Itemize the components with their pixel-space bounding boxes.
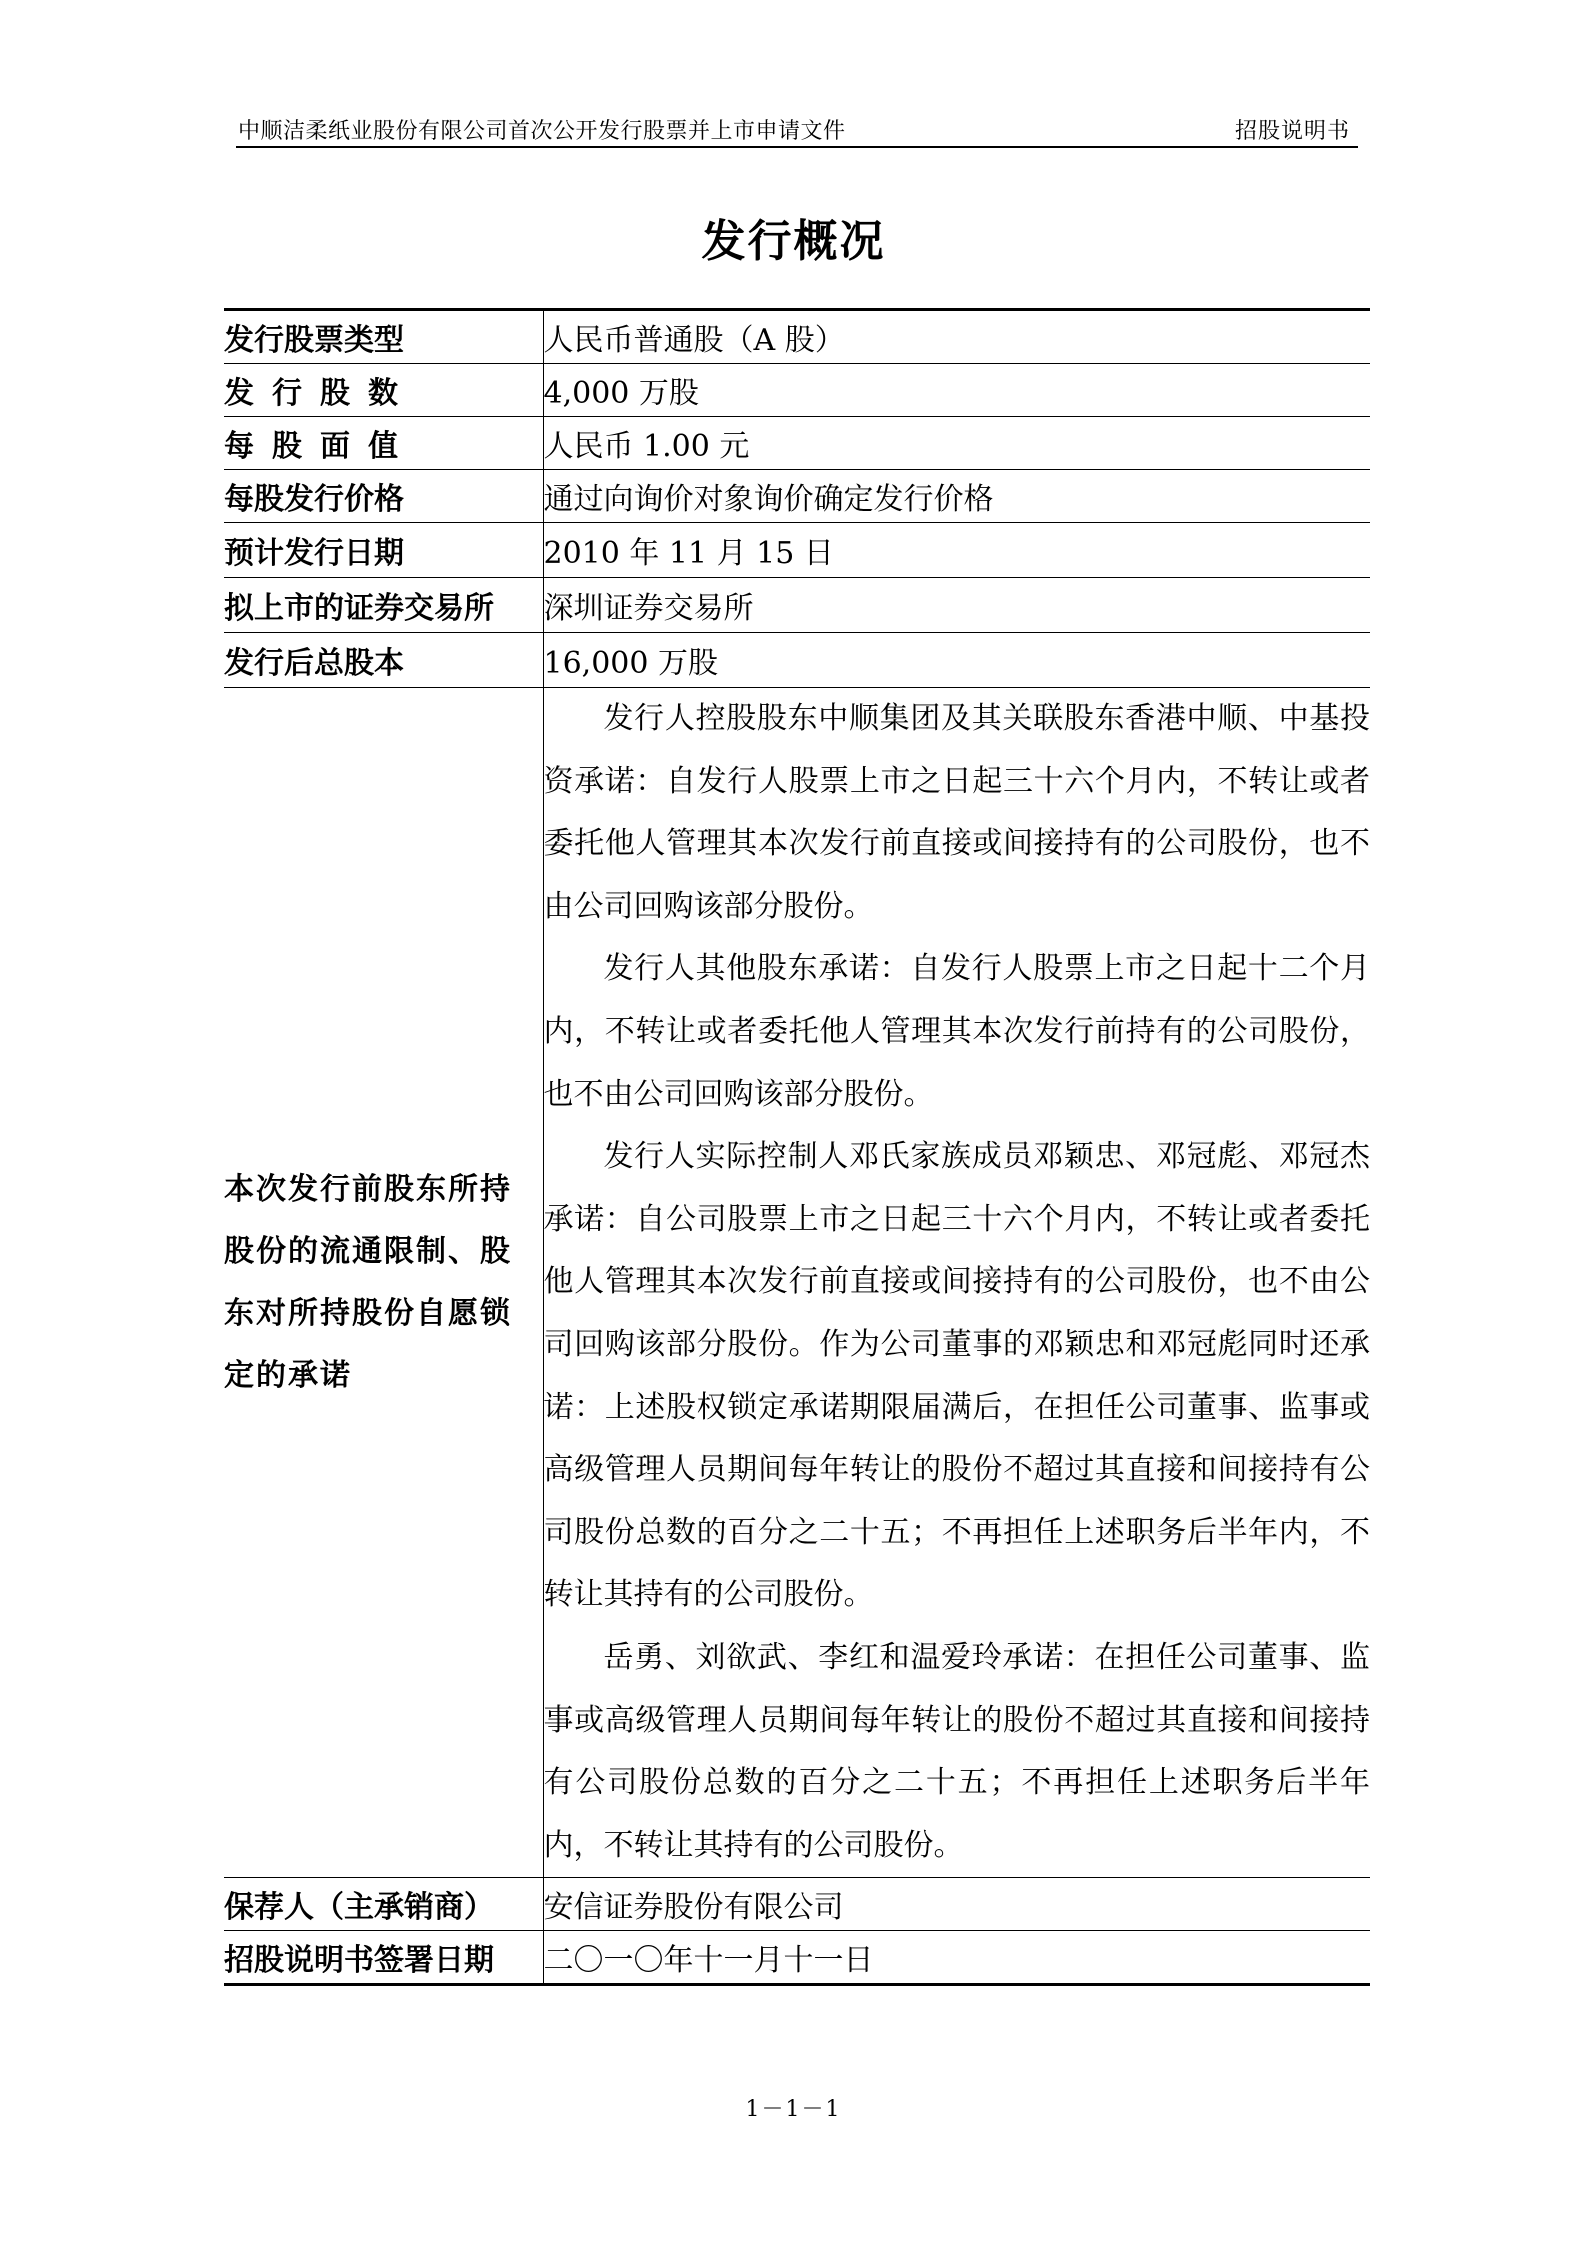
row-label-share-count: 发行股数 <box>224 364 543 417</box>
table-row <box>224 310 1370 364</box>
row-value-stock-type: 人民币普通股（A 股） <box>543 323 845 358</box>
header-document-title: 中顺洁柔纸业股份有限公司首次公开发行股票并上市申请文件 <box>238 119 846 144</box>
table-row <box>224 633 1370 688</box>
table-row <box>224 688 1370 1878</box>
table-row <box>224 1931 1370 1985</box>
row-label-stock-type: 发行股票类型 <box>224 310 543 364</box>
lockup-paragraph: 发行人控股股东中顺集团及其关联股东香港中顺、中基投资承诺：自发行人股票上市之日起三十六个月内，不转让或者委托他人管理其本次发行前直接或间接持有的公司股份，也不由公司回购该部分股份。 <box>543 701 1370 924</box>
lockup-paragraph: 发行人实际控制人邓氏家族成员邓颖忠、邓冠彪、邓冠杰承诺：自公司股票上市之日起三十六个月内，不转让或者委托他人管理其本次发行前直接或间接持有的公司股份，也不由公司回购该部分股份。作为公司董事的邓颖忠和邓冠彪同时还承诺：上述股权锁定承诺期限届满后，在担任公司董事、监事或高级管理人员期间每年转让的股份不超过其直接和间接持有公司股份总数的百分之二十五；不再担任上述职务后半年内，不转让其持有的公司股份。 <box>543 1139 1370 1613</box>
row-label-sign-date: 招股说明书签署日期 <box>224 1931 543 1985</box>
row-value-lockup <box>543 688 1370 1878</box>
row-value-share-count: 4,000 万股 <box>543 364 1370 417</box>
row-value-par-value: 人民币 1.00 元 <box>543 417 1370 470</box>
row-label-lockup: 本次发行前股东所持股份的流通限制、股东对所持股份自愿锁定的承诺 <box>224 688 543 1878</box>
header-section-name: 招股说明书 <box>1234 119 1350 144</box>
page-number: 1－1－1 <box>745 2097 842 2122</box>
row-value-sign-date: 二〇一〇年十一月十一日 <box>543 1931 1370 1985</box>
row-value-total-capital: 16,000 万股 <box>543 633 1370 688</box>
row-label-issue-price: 每股发行价格 <box>224 470 543 523</box>
table-row <box>224 523 1370 578</box>
row-value-exchange: 深圳证券交易所 <box>543 578 1370 633</box>
table-row <box>224 578 1370 633</box>
table-row <box>224 364 1370 417</box>
lockup-paragraph: 岳勇、刘欲武、李红和温爱玲承诺：在担任公司董事、监事或高级管理人员期间每年转让的股份不超过其直接和间接持有公司股份总数的百分之二十五；不再担任上述职务后半年内，不转让其持有的公司股份。 <box>543 1639 1370 1863</box>
row-label-total-capital: 发行后总股本 <box>224 633 543 688</box>
row-value-issue-price: 通过向询价对象询价确定发行价格 <box>543 470 1370 523</box>
table-row <box>224 1878 1370 1931</box>
page-header <box>236 112 1358 148</box>
row-label-issue-date: 预计发行日期 <box>224 523 543 578</box>
row-label-par-value: 每股面值 <box>224 417 543 470</box>
page-title: 发行概况 <box>701 216 886 267</box>
issuance-overview-table <box>224 308 1370 1986</box>
table-row <box>224 470 1370 523</box>
table-row <box>224 417 1370 470</box>
row-label-sponsor: 保荐人（主承销商） <box>224 1878 543 1931</box>
row-value-sponsor: 安信证券股份有限公司 <box>543 1878 1370 1931</box>
row-label-exchange: 拟上市的证券交易所 <box>224 578 543 633</box>
lockup-paragraph: 发行人其他股东承诺：自发行人股票上市之日起十二个月内，不转让或者委托他人管理其本次发行前持有的公司股份，也不由公司回购该部分股份。 <box>543 951 1370 1112</box>
row-value-issue-date: 2010 年 11 月 15 日 <box>543 523 1370 578</box>
